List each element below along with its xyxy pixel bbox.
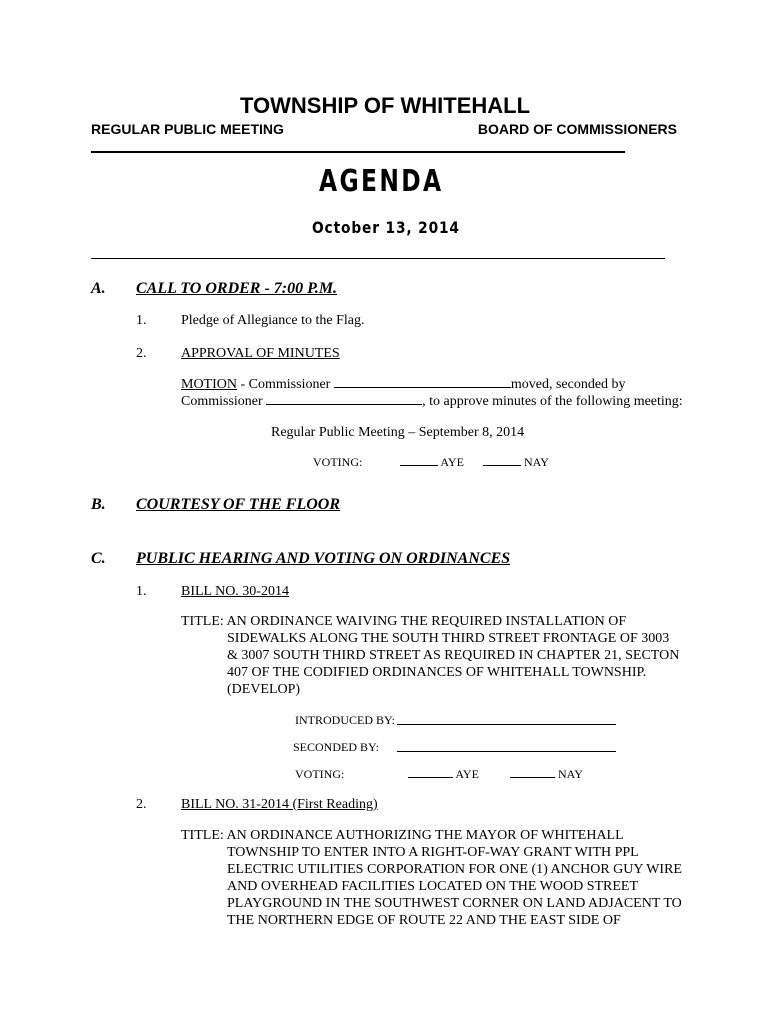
bill1-number: 1. (136, 584, 147, 599)
meeting-reference: Regular Public Meeting – September 8, 2014 (271, 425, 525, 440)
bill2-title-line-2: TOWNSHIP TO ENTER INTO A RIGHT-OF-WAY GRANT WITH PPL (227, 845, 639, 860)
bill1-title-line-1: TITLE: AN ORDINANCE WAIVING THE REQUIRED INSTALLATION OF (181, 614, 627, 629)
nay-field-c (510, 767, 583, 782)
bill1-title-line-2: SIDEWALKS ALONG THE SOUTH THIRD STREET FRONTAGE OF 3003 (227, 631, 670, 646)
voting-label: VOTING: (313, 455, 363, 469)
section-c-letter: C. (91, 550, 106, 567)
approve-minutes-text: , to approve minutes of the following meeting: (422, 394, 683, 409)
nay-label-c: NAY (555, 767, 583, 781)
bill2-title-line-4: AND OVERHEAD FACILITIES LOCATED ON THE WOOD STREET (227, 879, 639, 894)
aye-blank-c[interactable] (408, 767, 453, 778)
meeting-type: REGULAR PUBLIC MEETING (91, 121, 284, 137)
second-commissioner-blank[interactable] (266, 392, 422, 405)
meeting-date: October 13, 2014 (312, 218, 460, 237)
aye-blank[interactable] (400, 455, 438, 466)
item-a1-number: 1. (136, 313, 147, 328)
aye-label-c: AYE (453, 767, 479, 781)
date-rule (91, 258, 665, 259)
introduced-by-blank[interactable] (397, 724, 616, 725)
introduced-by-label: INTRODUCED BY: (295, 713, 395, 727)
motion-commissioner-text: - Commissioner (237, 377, 334, 392)
motion-line-2 (181, 392, 683, 410)
header-rule (91, 151, 625, 153)
motion-commissioner-blank[interactable] (334, 375, 511, 388)
section-a-heading: CALL TO ORDER - 7:00 P.M. (136, 280, 338, 297)
seconded-by-blank[interactable] (397, 751, 616, 752)
aye-label: AYE (438, 455, 464, 469)
nay-label: NAY (521, 455, 549, 469)
voting-row-a (313, 455, 362, 470)
bill2-title-line-6: THE NORTHERN EDGE OF ROUTE 22 AND THE EAST SIDE OF (227, 913, 621, 928)
section-c-heading: PUBLIC HEARING AND VOTING ON ORDINANCES (136, 550, 511, 567)
aye-field-a (400, 455, 464, 470)
bill1-title-line-5: (DEVELOP) (227, 682, 301, 697)
bill2-title-line-3: ELECTRIC UTILITIES CORPORATION FOR ONE (1) ANCHOR GUY WIRE (227, 862, 682, 877)
section-a-letter: A. (91, 280, 106, 297)
motion-label: MOTION (181, 377, 237, 392)
pledge-text: Pledge of Allegiance to the Flag. (181, 313, 365, 328)
motion-line-1 (181, 375, 626, 393)
bill2-label: BILL NO. 31-2014 (First Reading) (181, 797, 378, 812)
voting-label-c: VOTING: (295, 767, 345, 781)
commissioner-text: Commissioner (181, 394, 267, 409)
aye-field-c (408, 767, 479, 782)
bill1-label: BILL NO. 30-2014 (181, 584, 289, 599)
bill1-title-line-3: & 3007 SOUTH THIRD STREET AS REQUIRED IN CHAPTER 21, SECTON (227, 648, 680, 663)
seconded-by-label: SECONDED BY: (293, 740, 379, 754)
item-a2-number: 2. (136, 346, 147, 361)
nay-field-a (483, 455, 549, 470)
bill2-number: 2. (136, 797, 147, 812)
bill1-title-line-4: 407 OF THE CODIFIED ORDINANCES OF WHITEHALL TOWNSHIP. (227, 665, 647, 680)
nay-blank-c[interactable] (510, 767, 555, 778)
township-title: TOWNSHIP OF WHITEHALL (239, 93, 531, 118)
approval-of-minutes: APPROVAL OF MINUTES (181, 346, 340, 361)
bill2-title-line-5: PLAYGROUND IN THE SOUTHWEST CORNER ON LAND ADJACENT TO (227, 896, 682, 911)
section-b-letter: B. (91, 496, 106, 513)
section-b-heading: COURTESY OF THE FLOOR (136, 496, 341, 513)
bill2-title-line-1: TITLE: AN ORDINANCE AUTHORIZING THE MAYOR OF WHITEHALL (181, 828, 624, 843)
board-name: BOARD OF COMMISSIONERS (477, 121, 677, 137)
agenda-title: AGENDA (319, 164, 444, 199)
nay-blank[interactable] (483, 455, 521, 466)
moved-seconded-text: moved, seconded by (510, 377, 626, 392)
